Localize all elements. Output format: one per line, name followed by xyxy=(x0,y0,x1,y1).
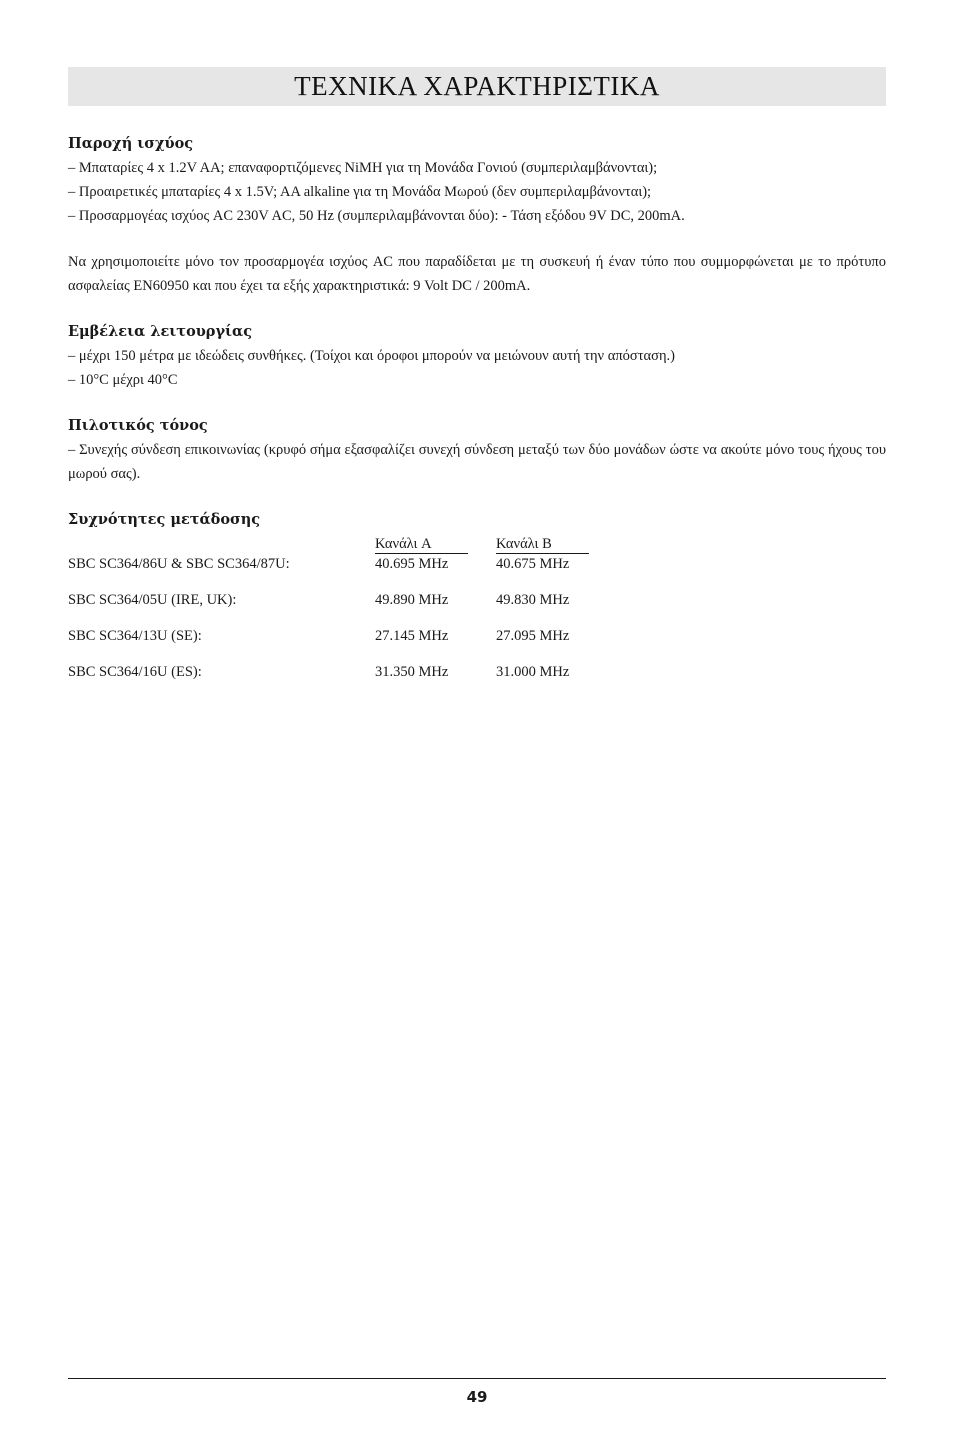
column-header-channel-a: Κανάλι A xyxy=(375,535,468,554)
frequencies-heading: Συχνότητες μετάδοσης xyxy=(68,511,261,528)
pilot-text: – Συνεχής σύνδεση επικοινωνίας (κρυφό σήμα εξασφαλίζει συνεχή σύνδεση μεταξύ των δύο μονάδων ώστε να ακούτε μόνο τους ήχους του μωρού σας). xyxy=(68,442,886,482)
model-cell: SBC SC364/86U & SBC SC364/87U: xyxy=(68,556,290,572)
page-title: ΤΕΧΝΙΚΑ ΧΑΡΑΚΤΗΡΙΣΤΙΚΑ xyxy=(294,71,660,101)
table-row xyxy=(68,554,617,592)
content xyxy=(68,132,886,722)
table-row xyxy=(68,592,617,628)
frequency-table xyxy=(68,532,617,700)
range-line: – 10°C μέχρι 40°C xyxy=(68,372,178,388)
channel-b-cell: 40.675 MHz xyxy=(496,556,570,572)
power-line: – Προσαρμογέας ισχύος AC 230V AC, 50 Hz (συμπεριλαμβάνονται δύο): - Τάση εξόδου 9V DC, 200mA. xyxy=(68,208,685,224)
channel-a-cell: 49.890 MHz xyxy=(375,592,449,608)
pilot-heading: Πιλοτικός τόνος xyxy=(68,417,208,434)
pilot-section xyxy=(68,414,886,486)
channel-b-cell: 27.095 MHz xyxy=(496,628,570,644)
power-note-section xyxy=(68,250,886,298)
channel-a-cell: 27.145 MHz xyxy=(375,628,449,644)
table-row xyxy=(68,664,617,700)
channel-b-cell: 49.830 MHz xyxy=(496,592,570,608)
channel-a-cell: 31.350 MHz xyxy=(375,664,449,680)
column-header-channel-b: Κανάλι B xyxy=(496,535,589,554)
frequencies-section xyxy=(68,508,886,700)
footer-rule xyxy=(68,1378,886,1379)
power-note: Να χρησιμοποιείτε μόνο τον προσαρμογέα ισχύος AC που παραδίδεται με τη συσκευή ή έναν τύπο που συμμορφώνεται με το πρότυπο ασφαλείας EN60950 και που έχει τα εξής χαρακτηριστικά: 9 Volt DC / 200mA. xyxy=(68,254,886,294)
model-cell: SBC SC364/16U (ES): xyxy=(68,664,202,680)
range-section xyxy=(68,320,886,392)
power-line: – Μπαταρίες 4 x 1.2V AA; επαναφορτιζόμενες NiMH για τη Μονάδα Γονιού (συμπεριλαμβάνονται); xyxy=(68,160,658,176)
page-number: 49 xyxy=(466,1388,488,1406)
channel-a-cell: 40.695 MHz xyxy=(375,556,449,572)
model-cell: SBC SC364/05U (IRE, UK): xyxy=(68,592,237,608)
power-section xyxy=(68,132,886,228)
page xyxy=(68,0,886,1430)
channel-b-cell: 31.000 MHz xyxy=(496,664,570,680)
power-line: – Προαιρετικές μπαταρίες 4 x 1.5V; AA alkaline για τη Μονάδα Μωρού (δεν συμπεριλαμβάνονται); xyxy=(68,184,652,200)
table-row xyxy=(68,628,617,664)
model-cell: SBC SC364/13U (SE): xyxy=(68,628,202,644)
title-bar xyxy=(68,67,886,106)
power-heading: Παροχή ισχύος xyxy=(68,135,194,152)
range-line: – μέχρι 150 μέτρα με ιδεώδεις συνθήκες. (Τοίχοι και όροφοι μπορούν να μειώνουν αυτή την απόσταση.) xyxy=(68,348,675,364)
range-heading: Εμβέλεια λειτουργίας xyxy=(68,323,253,340)
table-header-row xyxy=(68,532,617,554)
